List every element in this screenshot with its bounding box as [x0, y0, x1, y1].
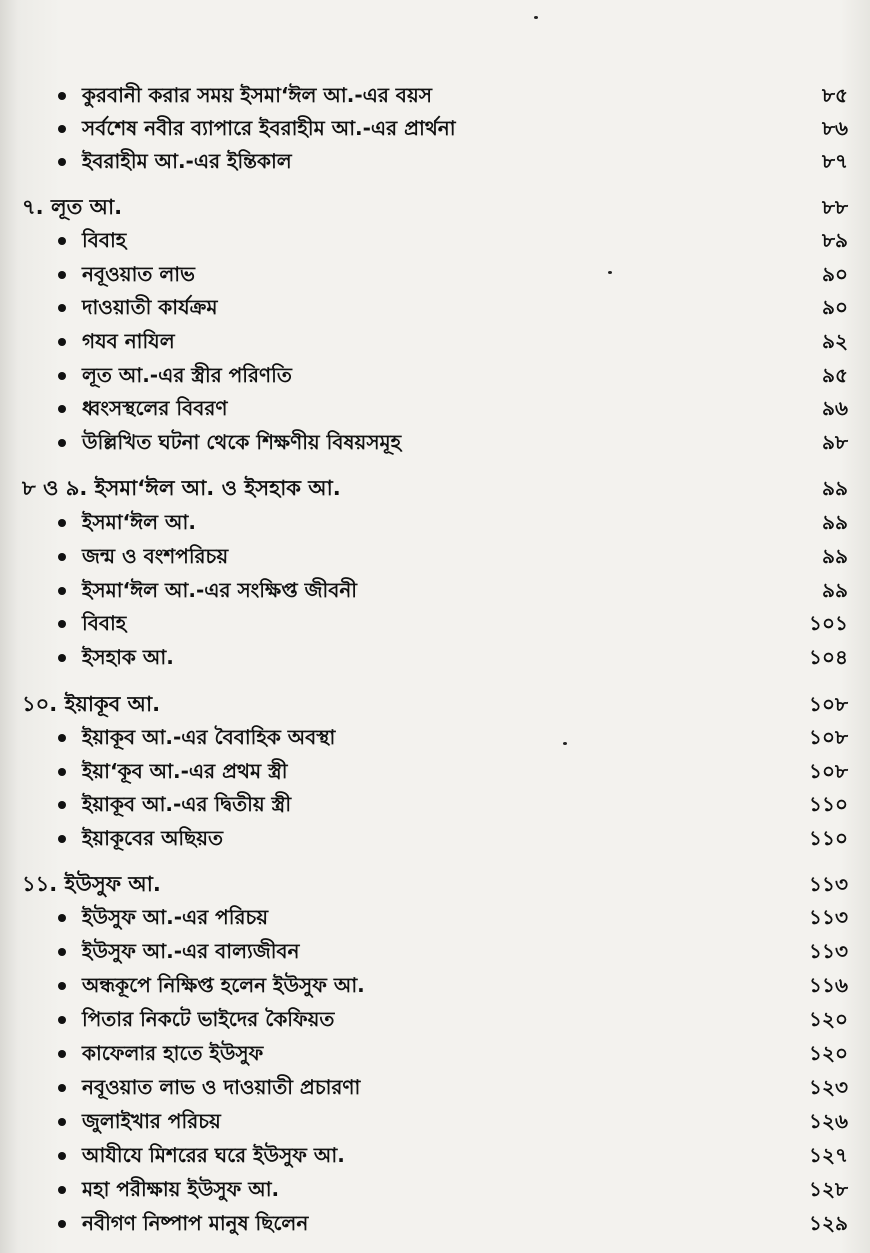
toc-entry-title: ইয়াকূবের অছিয়ত — [82, 826, 224, 850]
toc-entry — [0, 324, 870, 358]
bullet-icon — [58, 519, 66, 527]
toc-entry — [0, 754, 870, 788]
bullet-icon — [58, 125, 66, 133]
toc-page-number: ১২৮ — [809, 1177, 848, 1201]
toc-entry — [0, 1070, 870, 1104]
bullet-icon — [58, 1016, 66, 1024]
toc-page-number: ১১৩ — [809, 872, 848, 896]
toc-entry — [0, 425, 870, 459]
toc-entry — [0, 821, 870, 855]
toc-entry — [0, 573, 870, 607]
toc-entry-title: ইয়াকূব আ.-এর দ্বিতীয় স্ত্রী — [82, 792, 292, 816]
toc-chapter-heading — [0, 867, 870, 901]
toc-page-number: ১২৯ — [809, 1211, 848, 1235]
toc-chapter-heading — [0, 687, 870, 721]
toc-entry-title: পিতার নিকটে ভাইদের কৈফিয়ত — [82, 1007, 335, 1031]
toc-entry-title: গযব নাযিল — [82, 329, 175, 353]
toc-entry — [0, 640, 870, 674]
toc-page-number: ১১৬ — [809, 973, 848, 997]
toc-entry-title: ১০. ইয়াকূব আ. — [22, 692, 161, 716]
bullet-icon — [58, 158, 66, 166]
toc-entry-title: জন্ম ও বংশপরিচয় — [82, 544, 229, 568]
toc-entry — [0, 290, 870, 324]
toc-page-number: ১২৭ — [809, 1143, 848, 1167]
bullet-icon — [58, 982, 66, 990]
toc-page-number: ৯৫ — [822, 363, 848, 387]
toc-page-number: ১২০ — [809, 1007, 848, 1031]
toc-page-number: ৯০ — [822, 262, 848, 286]
toc-page-number: ৯৯ — [822, 578, 848, 602]
toc-entry — [0, 900, 870, 934]
bullet-icon — [58, 801, 66, 809]
bullet-icon — [58, 654, 66, 662]
toc-entry-title: ইবরাহীম আ.-এর ইন্তিকাল — [82, 149, 292, 173]
toc-entry — [0, 606, 870, 640]
ink-speck — [534, 16, 538, 19]
toc-page-number: ৯৮ — [822, 430, 848, 454]
toc-entry — [0, 358, 870, 392]
toc-entry — [0, 720, 870, 754]
bullet-icon — [58, 1220, 66, 1228]
toc-entry-title: দাওয়াতী কার্যক্রম — [82, 295, 218, 319]
toc-page-number: ৮৮ — [822, 195, 848, 219]
toc-entry-title: উল্লিখিত ঘটনা থেকে শিক্ষণীয় বিষয়সমূহ — [82, 430, 402, 454]
toc-page-number: ১০৪ — [809, 645, 848, 669]
toc-page-number: ৮৭ — [822, 149, 848, 173]
toc-entry — [0, 968, 870, 1002]
bullet-icon — [58, 948, 66, 956]
toc-entry — [0, 1036, 870, 1070]
toc-entry-title: ইসমা‘ঈল আ.-এর সংক্ষিপ্ত জীবনী — [82, 578, 357, 602]
bullet-icon — [58, 1118, 66, 1126]
toc-entry-title: ধ্বংসস্থলের বিবরণ — [82, 396, 228, 420]
toc-entry — [0, 1138, 870, 1172]
toc-page-number: ৯০ — [822, 295, 848, 319]
toc-page-number: ৮৫ — [822, 83, 848, 107]
toc-entry-title: মহা পরীক্ষায় ইউসুফ আ. — [82, 1177, 280, 1201]
toc-entry-title: অন্ধকূপে নিক্ষিপ্ত হলেন ইউসুফ আ. — [82, 973, 365, 997]
toc-page-number: ৮৯ — [822, 228, 848, 252]
toc-page-number: ১১৩ — [809, 905, 848, 929]
toc-page-number: ৮৬ — [822, 116, 848, 140]
bullet-icon — [58, 620, 66, 628]
toc-entry-title: লূত আ.-এর স্ত্রীর পরিণতি — [82, 363, 292, 387]
bullet-icon — [58, 1186, 66, 1194]
toc-entry-title: ইসমা‘ঈল আ. — [82, 510, 196, 534]
toc-entry-title: নবূওয়াত লাভ ও দাওয়াতী প্রচারণা — [82, 1075, 361, 1099]
bullet-icon — [58, 237, 66, 245]
toc-entry-title: আযীযে মিশরের ঘরে ইউসুফ আ. — [82, 1143, 345, 1167]
toc-page-number: ৯৯ — [822, 544, 848, 568]
bullet-icon — [58, 271, 66, 279]
toc-entry-title: ইসহাক আ. — [82, 645, 174, 669]
bullet-icon — [58, 914, 66, 922]
bullet-icon — [58, 304, 66, 312]
toc-entry-title: ইউসুফ আ.-এর পরিচয় — [82, 905, 269, 929]
toc-page-number: ৯৯ — [822, 510, 848, 534]
toc-entry — [0, 1206, 870, 1240]
toc-entry-title: বিবাহ — [82, 611, 127, 635]
toc-entry-title: ৮ ও ৯. ইসমা‘ঈল আ. ও ইসহাক আ. — [22, 476, 341, 500]
toc-entry — [0, 1104, 870, 1138]
toc-page-number: ১০৮ — [809, 759, 848, 783]
toc-entry-title: জুলাইখার পরিচয় — [82, 1109, 221, 1133]
toc-entry — [0, 505, 870, 539]
toc-entry — [0, 539, 870, 573]
toc-page-number: ১১৩ — [809, 939, 848, 963]
toc-entry — [0, 144, 870, 178]
toc-chapter-heading — [0, 190, 870, 224]
toc-page-number: ১২৬ — [809, 1109, 848, 1133]
toc-entry-title: ১১. ইউসুফ আ. — [22, 872, 161, 896]
toc-entry — [0, 257, 870, 291]
toc-entry — [0, 111, 870, 145]
toc-entry — [0, 78, 870, 112]
toc-entry-title: বিবাহ — [82, 228, 127, 252]
toc-entry-title: ইউসুফ আ.-এর বাল্যজীবন — [82, 939, 300, 963]
bullet-icon — [58, 92, 66, 100]
bullet-icon — [58, 439, 66, 447]
toc-entry-title: ইয়াকূব আ.-এর বৈবাহিক অবস্থা — [82, 725, 336, 749]
toc-page-number: ১২৩ — [809, 1075, 848, 1099]
toc-entry-title: সর্বশেষ নবীর ব্যাপারে ইবরাহীম আ.-এর প্রার্থনা — [82, 116, 456, 140]
toc-page-number: ৯২ — [822, 329, 848, 353]
bullet-icon — [58, 835, 66, 843]
bullet-icon — [58, 587, 66, 595]
toc-entry-title: ৭. লূত আ. — [22, 195, 123, 219]
bullet-icon — [58, 405, 66, 413]
bullet-icon — [58, 734, 66, 742]
toc-entry — [0, 391, 870, 425]
toc-page-number: ৯৬ — [822, 396, 848, 420]
toc-entry — [0, 1002, 870, 1036]
toc-entry-title: কুরবানী করার সময় ইসমা‘ঈল আ.-এর বয়স — [82, 83, 432, 107]
toc-page-number: ১১০ — [809, 826, 848, 850]
toc-entry — [0, 223, 870, 257]
toc-entry-title: ইয়া‘কূব আ.-এর প্রথম স্ত্রী — [82, 759, 288, 783]
toc-entry-title: নবূওয়াত লাভ — [82, 262, 195, 286]
toc-page-number: ৯৯ — [822, 476, 848, 500]
toc-entry — [0, 787, 870, 821]
bullet-icon — [58, 1084, 66, 1092]
bullet-icon — [58, 338, 66, 346]
bullet-icon — [58, 372, 66, 380]
toc-page-number: ১২০ — [809, 1041, 848, 1065]
toc-page-number: ১০১ — [809, 611, 848, 635]
toc-page-number: ১১০ — [809, 792, 848, 816]
toc-chapter-heading — [0, 471, 870, 505]
bullet-icon — [58, 1152, 66, 1160]
toc-entry — [0, 1172, 870, 1206]
toc-entry — [0, 934, 870, 968]
toc-page-number: ১০৮ — [809, 692, 848, 716]
toc-page-number: ১০৮ — [809, 725, 848, 749]
toc-entry-title: কাফেলার হাতে ইউসুফ — [82, 1041, 264, 1065]
toc-entry-title: নবীগণ নিষ্পাপ মানুষ ছিলেন — [82, 1211, 309, 1235]
bullet-icon — [58, 1050, 66, 1058]
bullet-icon — [58, 768, 66, 776]
bullet-icon — [58, 553, 66, 561]
